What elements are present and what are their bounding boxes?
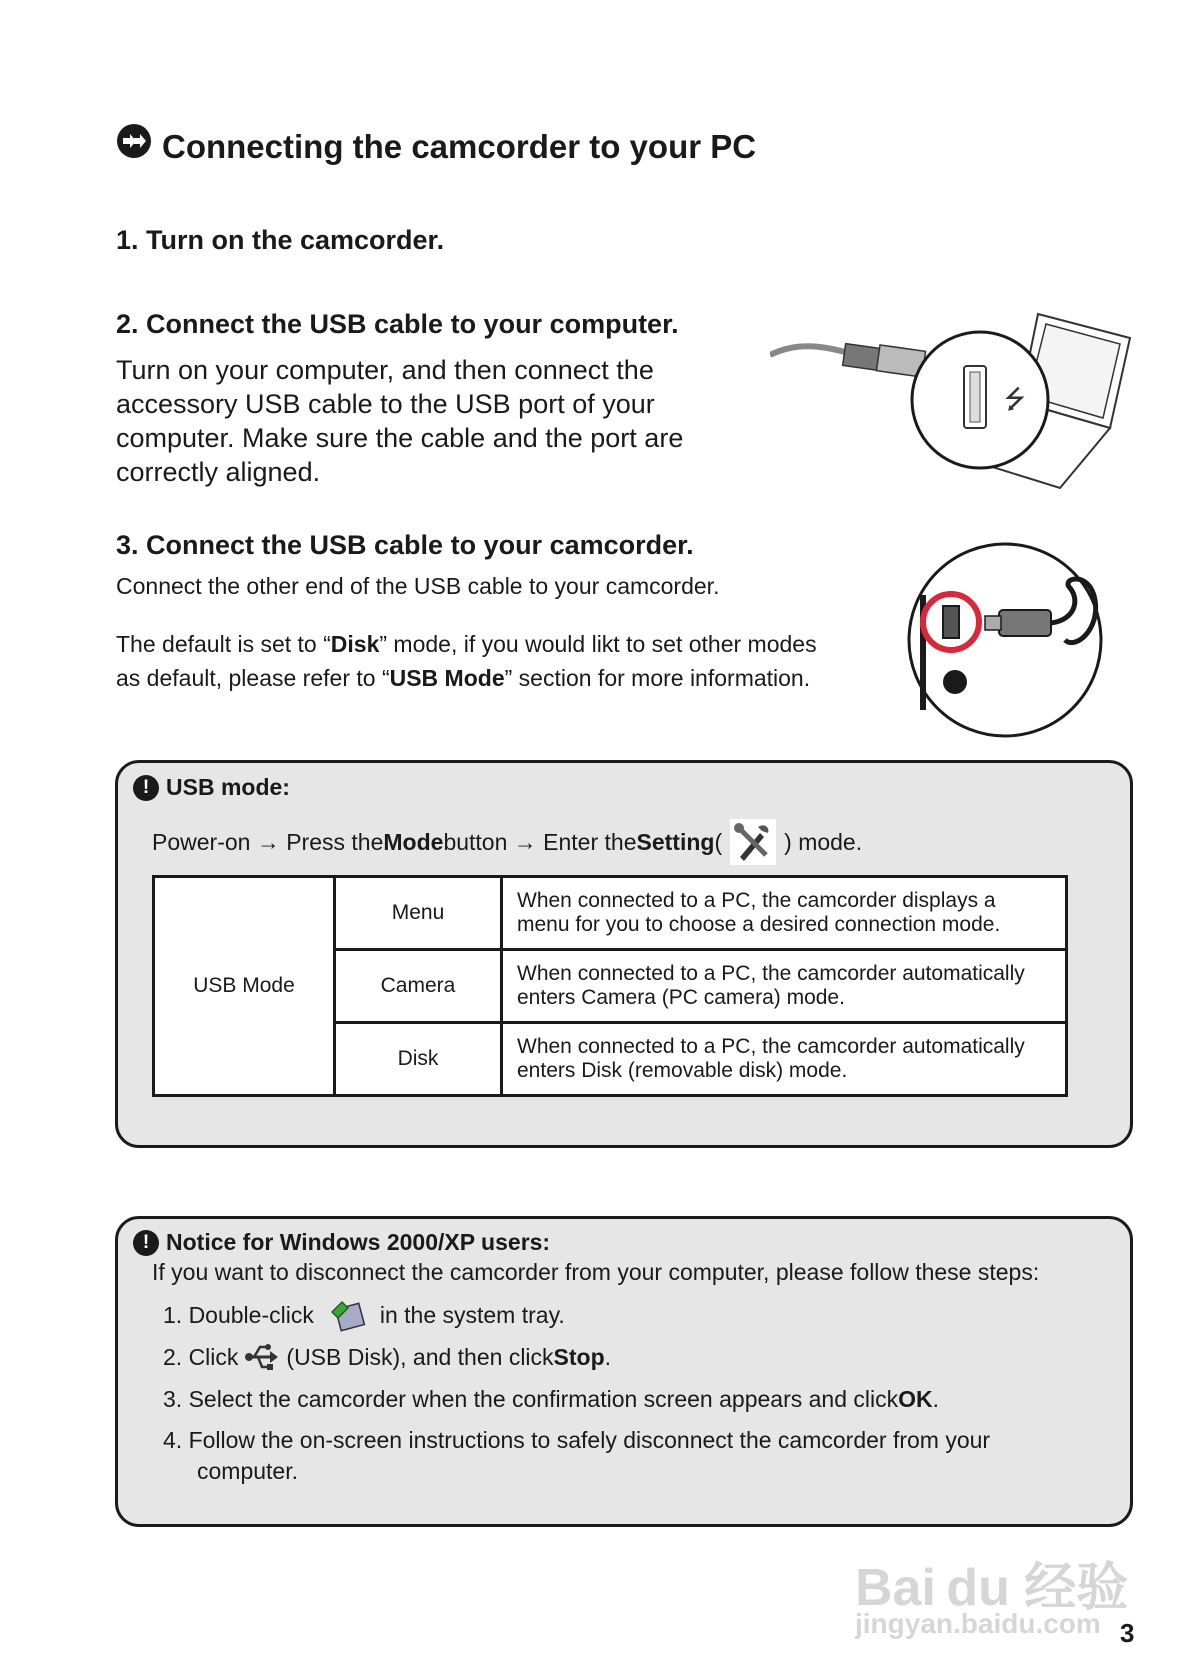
exclamation-icon: ! xyxy=(133,775,159,801)
watermark-url: jingyan.baidu.com xyxy=(855,1608,1101,1639)
notice-step-4-line-2: computer. xyxy=(197,1458,298,1484)
default-mode-line-1: The default is set to “Disk” mode, if you would likt to set other modes xyxy=(116,631,817,657)
default-mode-line-2: as default, please refer to “USB Mode” section for more information. xyxy=(116,665,811,691)
notice-step-2: 2. Click (USB Disk), and then click Stop . xyxy=(163,1340,611,1374)
arrow-bullet-icon xyxy=(116,123,152,159)
safely-remove-hardware-icon xyxy=(330,1298,366,1332)
step-2-body: Turn on your computer, and then connect the accessory USB cable to the USB port of your computer. Make sure the cable and the port are correctly aligned. xyxy=(116,355,684,487)
page-title xyxy=(116,128,756,166)
notice-step-4-line-1: 4. Follow the on-screen instructions to safely disconnect the camcorder from your xyxy=(163,1427,991,1453)
usb-mode-title: ! USB mode: xyxy=(133,774,290,801)
step-3-heading: 3. Connect the USB cable to your camcorder. xyxy=(116,530,694,560)
notice-step-3: 3. Select the camcorder when the confirmation screen appears and click OK . xyxy=(163,1386,939,1412)
usb-symbol-icon: ⭍ xyxy=(1004,385,1026,415)
step-1-heading: 1. Turn on the camcorder. xyxy=(116,225,445,255)
notice-intro: If you want to disconnect the camcorder from your computer, please follow these steps: xyxy=(152,1259,1040,1285)
watermark-brand: Bai du 经验 xyxy=(855,1559,1129,1617)
usb-mode-table xyxy=(152,875,1068,1097)
usb-laptop-illustration xyxy=(770,310,1140,500)
description-cell: When connected to a PC, the camcorder automatically enters Camera (PC camera) mode. xyxy=(502,950,1067,1023)
usb-mode-label-cell: USB Mode xyxy=(154,877,335,1096)
description-cell: When connected to a PC, the camcorder displays a menu for you to choose a desired connection mode. xyxy=(502,877,1067,950)
camcorder-port-illustration xyxy=(905,540,1105,740)
settings-tools-icon xyxy=(730,819,776,865)
notice-step-1: 1. Double-click in the system tray. xyxy=(163,1298,565,1332)
exclamation-icon: ! xyxy=(133,1230,159,1256)
usb-mode-instruction: Power-on → Press the Mode button → Enter the Setting ( ) mode. xyxy=(152,819,862,865)
usb-disk-icon xyxy=(244,1340,280,1374)
page-title-text: Connecting the camcorder to your PC xyxy=(162,128,757,165)
step-2-heading: 2. Connect the USB cable to your computer. xyxy=(116,309,679,339)
table-row xyxy=(154,877,1067,950)
mode-cell: Camera xyxy=(335,950,502,1023)
page-number: 3 xyxy=(1120,1618,1135,1648)
notice-title: ! Notice for Windows 2000/XP users: xyxy=(133,1229,550,1256)
mode-cell: Menu xyxy=(335,877,502,950)
mode-cell: Disk xyxy=(335,1023,502,1096)
step-3-body: Connect the other end of the USB cable to your camcorder. xyxy=(116,573,720,599)
description-cell: When connected to a PC, the camcorder automatically enters Disk (removable disk) mode. xyxy=(502,1023,1067,1096)
